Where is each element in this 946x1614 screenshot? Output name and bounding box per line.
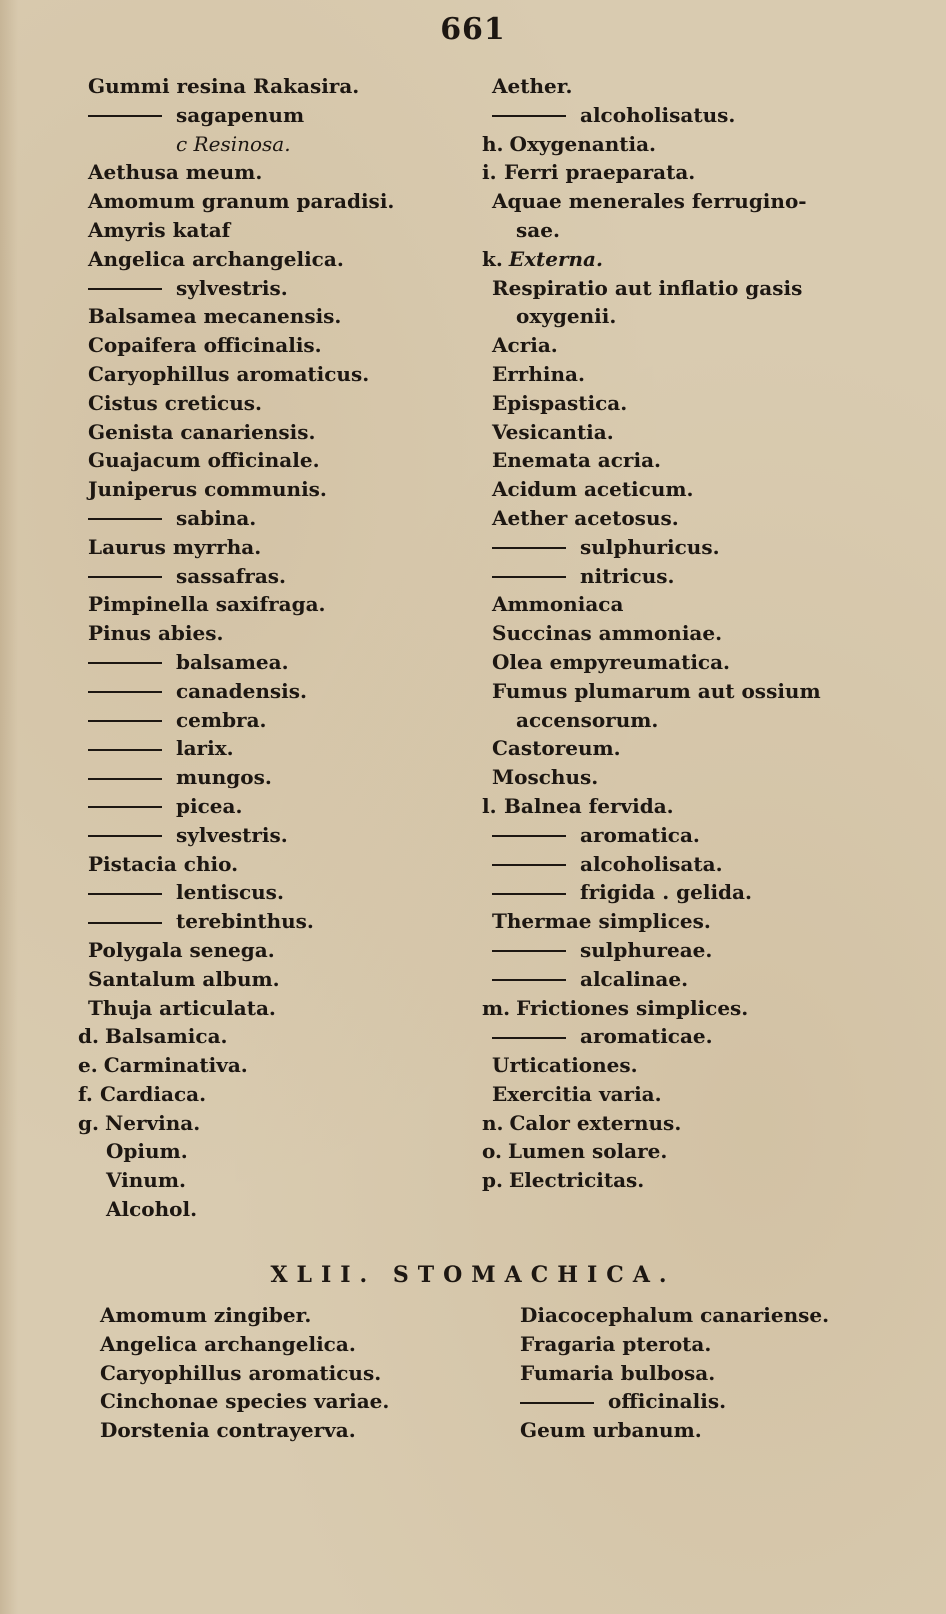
ditto-dash: [492, 835, 566, 837]
list-item: [520, 1387, 920, 1416]
list-item: [492, 216, 902, 245]
list-marker: g.: [78, 1110, 99, 1135]
list-item: [492, 648, 902, 677]
list-item: [88, 706, 468, 735]
list-item: [88, 187, 468, 216]
list-item: [100, 1387, 500, 1416]
entry-text: Pimpinella saxifraga.: [88, 592, 326, 617]
entry-text: accensorum.: [516, 707, 659, 732]
entry-text: Santalum album.: [88, 966, 280, 991]
list-item: [482, 994, 902, 1023]
ditto-dash: [88, 922, 162, 924]
right-column-bottom: [520, 1301, 920, 1445]
entry-text: larix.: [176, 736, 234, 761]
list-item: [88, 590, 468, 619]
list-marker: l.: [482, 793, 497, 818]
list-item: [482, 1166, 902, 1195]
list-item: [520, 1359, 920, 1388]
list-item: [482, 158, 902, 187]
list-item: [88, 763, 468, 792]
entry-text: Alcohol.: [106, 1197, 198, 1222]
list-item: [492, 562, 902, 591]
list-item: [88, 1137, 468, 1166]
ditto-dash: [492, 893, 566, 895]
entry-text: alcoholisata.: [580, 851, 723, 876]
list-item: [492, 1051, 902, 1080]
list-item: [88, 216, 468, 245]
entry-text: Cinchonae species variae.: [100, 1389, 390, 1414]
entry-text: Angelica archangelica.: [100, 1331, 356, 1356]
list-item: [492, 850, 902, 879]
list-item: [78, 1109, 468, 1138]
list-marker: n.: [482, 1110, 504, 1135]
entry-text: aromaticae.: [580, 1024, 713, 1049]
list-item: [88, 389, 468, 418]
entry-text: Geum urbanum.: [520, 1418, 702, 1443]
entry-text: frigida . gelida.: [580, 880, 752, 905]
entry-text: Castoreum.: [492, 736, 621, 761]
entry-text: Frictiones simplices.: [516, 995, 749, 1020]
entry-text: Succinas ammoniae.: [492, 621, 723, 646]
entry-text: Thermae simplices.: [492, 909, 711, 934]
list-item: [482, 1109, 902, 1138]
list-marker: k.: [482, 246, 503, 271]
entry-text: Electricitas.: [508, 1168, 645, 1193]
list-item: [88, 130, 468, 159]
entry-text: Caryophillus aromaticus.: [100, 1360, 382, 1385]
list-item: [88, 331, 468, 360]
entry-text: Amomum zingiber.: [100, 1303, 312, 1327]
list-item: [492, 418, 902, 447]
list-item: [492, 763, 902, 792]
entry-text: cembra.: [176, 707, 267, 732]
list-marker: o.: [482, 1139, 502, 1164]
entry-text: Genista canariensis.: [88, 419, 316, 444]
list-item: [88, 677, 468, 706]
list-item: [88, 504, 468, 533]
list-item: [88, 907, 468, 936]
list-item: [88, 158, 468, 187]
list-item: [492, 878, 902, 907]
entry-text: sassafras.: [176, 563, 287, 588]
list-item: [492, 734, 902, 763]
left-column-top: [78, 72, 468, 1224]
list-item: [88, 245, 468, 274]
ditto-dash: [492, 1037, 566, 1039]
entry-text: sulphuricus.: [580, 534, 720, 559]
list-item: [492, 1022, 902, 1051]
entry-text: sagapenum: [176, 102, 305, 127]
entry-text: Balsamica.: [104, 1024, 228, 1049]
list-item: [520, 1416, 920, 1445]
entry-text: Enemata acria.: [492, 448, 661, 473]
ditto-dash: [88, 778, 162, 780]
entry-text: alcoholisatus.: [580, 102, 736, 127]
list-item: [78, 1022, 468, 1051]
entry-text: Carminativa.: [103, 1053, 248, 1078]
list-item: [88, 1166, 468, 1195]
entry-text: Laurus myrrha.: [88, 534, 262, 559]
entry-text: Polygala senega.: [88, 937, 275, 962]
list-item: [88, 734, 468, 763]
entry-text: officinalis.: [608, 1389, 727, 1414]
left-column-bottom: [100, 1301, 500, 1445]
entry-text: picea.: [176, 793, 243, 818]
list-item: [492, 619, 902, 648]
list-item: [492, 274, 902, 303]
list-item: [88, 994, 468, 1023]
entry-text: Cistus creticus.: [88, 390, 262, 415]
entry-text: alcalinae.: [580, 966, 689, 991]
ditto-dash: [88, 691, 162, 693]
list-item: [520, 1330, 920, 1359]
entry-text: Amomum granum paradisi.: [88, 189, 395, 214]
list-item: [492, 677, 902, 706]
entry-text: Respiratio aut inflatio gasis: [492, 275, 803, 300]
entry-text: Diacocephalum canariense.: [520, 1303, 830, 1327]
entry-text: balsamea.: [176, 649, 289, 674]
ditto-dash: [492, 864, 566, 866]
entry-text: Acidum aceticum.: [492, 477, 694, 502]
entry-text: Cardiaca.: [100, 1081, 207, 1106]
ditto-dash: [88, 806, 162, 808]
list-item: [88, 1195, 468, 1224]
entry-text: Acria.: [492, 333, 558, 358]
entry-text: Externa.: [508, 246, 603, 271]
entry-text: sabina.: [176, 505, 257, 530]
entry-text: Vinum.: [106, 1168, 186, 1193]
list-item: [88, 274, 468, 303]
entry-text: Fragaria pterota.: [520, 1331, 712, 1356]
list-marker: i.: [482, 160, 497, 185]
ditto-dash: [88, 893, 162, 895]
list-item: [492, 1080, 902, 1109]
entry-text: Aether.: [492, 74, 573, 98]
entry-text: Olea empyreumatica.: [492, 649, 731, 674]
entry-text: oxygenii.: [516, 304, 617, 329]
list-item: [88, 792, 468, 821]
list-item: [492, 331, 902, 360]
entry-text: Angelica archangelica.: [88, 246, 344, 271]
list-item: [492, 389, 902, 418]
list-marker: m.: [482, 995, 511, 1020]
entry-text: Ammoniaca: [492, 592, 624, 617]
entry-text: Ferri praeparata.: [504, 160, 696, 185]
ditto-dash: [88, 835, 162, 837]
ditto-dash: [88, 576, 162, 578]
entry-text: Lumen solare.: [507, 1139, 668, 1164]
entry-text: Calor externus.: [509, 1110, 682, 1135]
entry-text: Fumus plumarum aut ossium: [492, 678, 821, 703]
list-item: [492, 504, 902, 533]
entry-text: Pistacia chio.: [88, 851, 239, 876]
entry-text: sylvestris.: [176, 275, 288, 300]
list-item: [492, 101, 902, 130]
list-item: [88, 360, 468, 389]
ditto-dash: [88, 720, 162, 722]
list-item: [482, 130, 902, 159]
list-item: [88, 533, 468, 562]
entry-text: Amyris kataf: [88, 217, 231, 242]
entry-text: sulphureae.: [580, 937, 713, 962]
ditto-dash: [492, 115, 566, 117]
list-item: [88, 101, 468, 130]
list-item: [88, 418, 468, 447]
ditto-dash: [492, 979, 566, 981]
section-heading: XLII. STOMACHICA.: [270, 1262, 676, 1288]
entry-text: aromatica.: [580, 822, 700, 847]
list-item: [88, 821, 468, 850]
entry-text: Nervina.: [104, 1110, 201, 1135]
entry-text: Thuja articulata.: [88, 995, 276, 1020]
entry-text: Dorstenia contrayerva.: [100, 1418, 356, 1443]
entry-text: Aether acetosus.: [492, 505, 679, 530]
list-item: [78, 1051, 468, 1080]
right-column-top: [482, 72, 902, 1195]
entry-text: Vesicantia.: [492, 419, 614, 444]
entry-text: nitricus.: [580, 563, 675, 588]
ditto-dash: [492, 950, 566, 952]
list-item: [482, 792, 902, 821]
list-item: [492, 475, 902, 504]
entry-text: lentiscus.: [176, 880, 284, 905]
entry-text: terebinthus.: [176, 909, 314, 934]
entry-text: sae.: [516, 217, 560, 242]
entry-text: mungos.: [176, 765, 272, 790]
list-item: [492, 360, 902, 389]
ditto-dash: [88, 749, 162, 751]
list-item: [492, 907, 902, 936]
entry-text: Guajacum officinale.: [88, 448, 320, 473]
list-item: [88, 302, 468, 331]
list-item: [100, 1301, 500, 1330]
ditto-dash: [88, 662, 162, 664]
list-item: [100, 1359, 500, 1388]
entry-text: Copaifera officinalis.: [88, 333, 322, 358]
list-marker: p.: [482, 1168, 503, 1193]
list-item: [88, 619, 468, 648]
list-item: [492, 706, 902, 735]
ditto-dash: [492, 576, 566, 578]
ditto-dash: [88, 115, 162, 117]
ditto-dash: [492, 547, 566, 549]
list-item: [100, 1330, 500, 1359]
list-marker: e.: [78, 1053, 98, 1078]
list-marker: h.: [482, 131, 504, 156]
entry-text: Juniperus communis.: [88, 477, 327, 502]
entry-text: Epispastica.: [492, 390, 628, 415]
list-item: [88, 475, 468, 504]
list-item: [482, 1137, 902, 1166]
list-marker: d.: [78, 1024, 99, 1049]
list-item: [482, 245, 902, 274]
list-item: [492, 302, 902, 331]
list-item: [88, 648, 468, 677]
entry-text: Moschus.: [492, 765, 599, 790]
page-number: 661: [440, 12, 506, 47]
entry-text: Urticationes.: [492, 1053, 638, 1078]
list-marker: f.: [78, 1081, 93, 1106]
list-item: [492, 965, 902, 994]
ditto-dash: [520, 1402, 594, 1404]
entry-text: Opium.: [106, 1139, 188, 1164]
list-item: [492, 533, 902, 562]
list-item: [520, 1301, 920, 1330]
list-item: [100, 1416, 500, 1445]
entry-text: Errhina.: [492, 361, 585, 386]
ditto-dash: [88, 518, 162, 520]
entry-text: Fumaria bulbosa.: [520, 1360, 716, 1385]
list-item: [88, 446, 468, 475]
list-item: [88, 850, 468, 879]
entry-text: Aethusa meum.: [88, 160, 263, 185]
entry-text: sylvestris.: [176, 822, 288, 847]
list-item: [492, 72, 902, 101]
list-item: [88, 72, 468, 101]
list-item: [492, 936, 902, 965]
entry-text: Caryophillus aromaticus.: [88, 361, 370, 386]
list-item: [88, 562, 468, 591]
ditto-dash: [88, 288, 162, 290]
entry-text: Balnea fervida.: [504, 793, 674, 818]
list-item: [88, 878, 468, 907]
entry-text: Gummi resina Rakasira.: [88, 74, 360, 98]
entry-text: Aquae menerales ferrugino-: [492, 189, 807, 214]
list-item: [88, 936, 468, 965]
list-item: [492, 821, 902, 850]
list-item: [78, 1080, 468, 1109]
entry-text: Pinus abies.: [88, 621, 224, 646]
entry-text: Exercitia varia.: [492, 1081, 662, 1106]
list-item: [492, 446, 902, 475]
entry-text: Balsamea mecanensis.: [88, 304, 342, 329]
entry-text: c Resinosa.: [176, 131, 291, 156]
entry-text: Oxygenantia.: [509, 131, 656, 156]
list-item: [492, 187, 902, 216]
list-item: [492, 590, 902, 619]
list-item: [88, 965, 468, 994]
entry-text: canadensis.: [176, 678, 307, 703]
